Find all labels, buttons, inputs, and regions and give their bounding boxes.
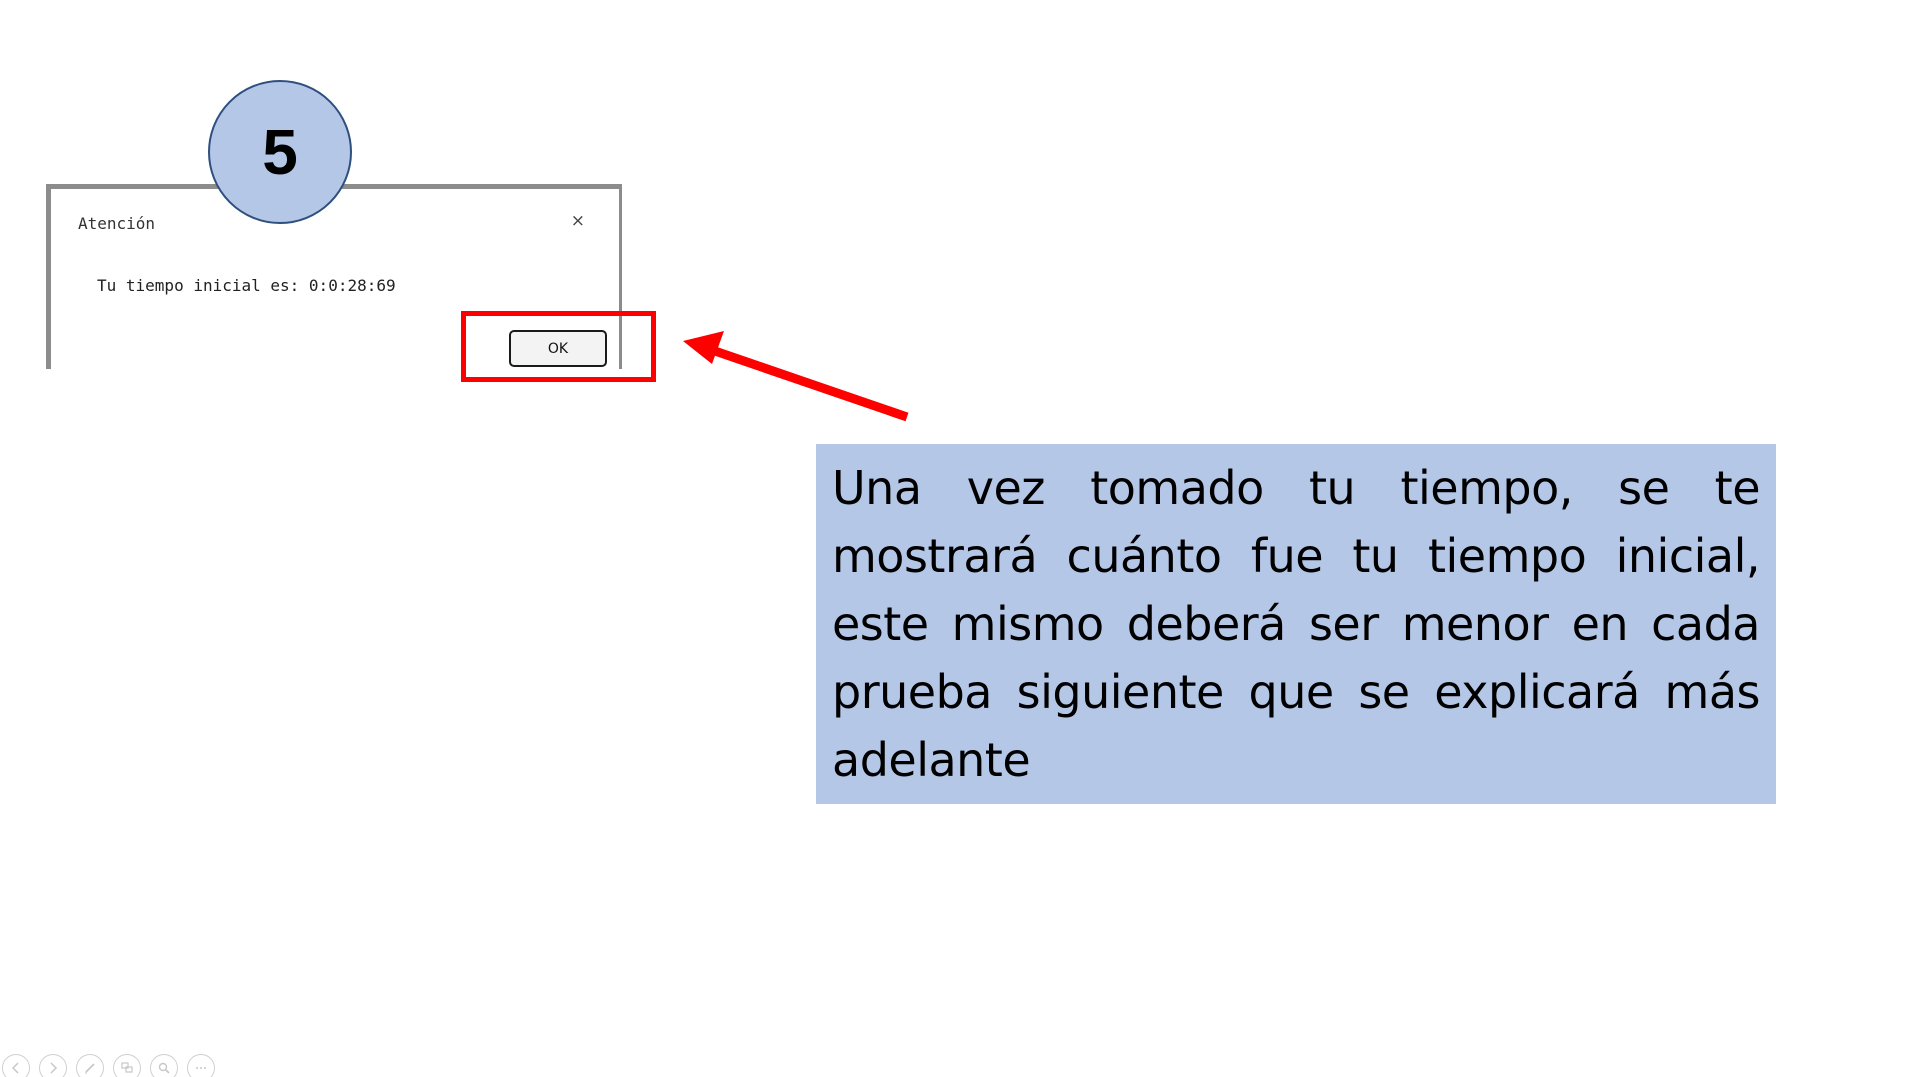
arrow-shaft — [712, 350, 907, 417]
note-text: Una vez tomado tu tiempo, se te mostrará cuánto fue tu tiempo inicial, este mismo deberá ser menor en cada prueba siguiente que se explicará más adelante — [832, 461, 1760, 787]
dialog-title: Atención — [78, 214, 156, 233]
note-box — [816, 444, 1776, 804]
ok-button[interactable]: OK — [509, 330, 607, 367]
next-icon[interactable] — [39, 1054, 67, 1077]
highlight-box — [461, 311, 656, 382]
previous-icon[interactable] — [2, 1054, 30, 1077]
pen-icon[interactable] — [76, 1054, 104, 1077]
slides-icon[interactable] — [113, 1054, 141, 1077]
zoom-icon[interactable] — [150, 1054, 178, 1077]
step-number-badge: 5 — [208, 80, 352, 224]
slideshow-controls — [2, 1054, 215, 1077]
arrow-head — [683, 331, 724, 364]
close-icon[interactable]: × — [570, 211, 585, 231]
dialog-message: Tu tiempo inicial es: 0:0:28:69 — [97, 276, 396, 295]
more-icon[interactable] — [187, 1054, 215, 1077]
